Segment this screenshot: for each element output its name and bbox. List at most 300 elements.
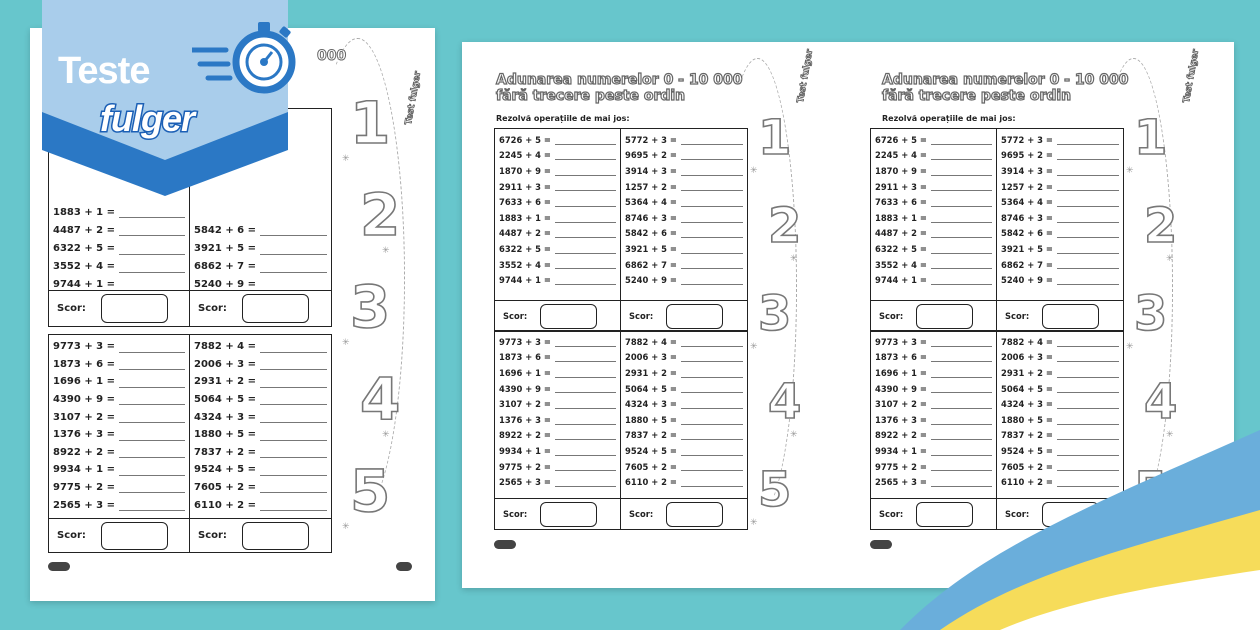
star-icon: ✳ xyxy=(1166,430,1174,441)
decorative-digit-4: 4 xyxy=(1144,374,1178,430)
exercise-text: 1376 + 3 = xyxy=(53,429,115,441)
answer-line xyxy=(119,404,185,405)
exercise-text: 1873 + 6 = xyxy=(53,358,115,370)
teste-fulger-badge xyxy=(42,0,288,244)
star-icon: ✳ xyxy=(1126,342,1134,353)
exercise-row xyxy=(499,381,616,397)
answer-line xyxy=(260,440,327,441)
score-box[interactable] xyxy=(1042,304,1099,329)
exercise-text: 3552 + 4 = xyxy=(875,259,927,270)
exercise-text: 1696 + 1 = xyxy=(499,367,551,378)
exercise-row xyxy=(499,194,616,210)
exercise-text: 3921 + 5 = xyxy=(194,242,256,254)
decorative-digit-3: 3 xyxy=(1134,286,1168,342)
exercise-row xyxy=(499,132,616,148)
exercise-text: 2911 + 3 = xyxy=(875,181,927,192)
exercise-row xyxy=(1001,132,1119,148)
exercise-text: 1883 + 1 = xyxy=(875,212,927,223)
answer-line xyxy=(555,237,616,238)
exercise-text: 1880 + 5 = xyxy=(625,414,677,425)
exercise-text: 6110 + 2 = xyxy=(194,499,256,511)
exercise-row xyxy=(194,426,327,444)
exercise-row xyxy=(53,356,185,374)
exercise-text: 4487 + 2 = xyxy=(875,228,927,239)
score-label: Scor: xyxy=(503,509,528,519)
exercise-column xyxy=(495,331,621,529)
exercise-block-2 xyxy=(494,330,748,530)
star-icon: ✳ xyxy=(750,166,758,177)
answer-line xyxy=(260,510,327,511)
exercise-text: 8922 + 2 = xyxy=(53,446,115,458)
exercise-text: 6726 + 5 = xyxy=(499,134,551,145)
decorative-digit-5: 5 xyxy=(758,462,792,518)
exercise-text: 6862 + 7 = xyxy=(194,261,256,273)
score-label: Scor: xyxy=(629,509,654,519)
exercise-text: 4324 + 3 = xyxy=(1001,399,1053,410)
answer-line xyxy=(119,510,185,511)
title-line-2: fără trecere peste ordin xyxy=(882,88,1072,104)
score-label: Scor: xyxy=(879,311,904,321)
exercise-text: 1873 + 6 = xyxy=(875,352,927,363)
exercise-row xyxy=(875,257,992,273)
exercise-text: 7837 + 2 = xyxy=(1001,430,1053,441)
title-fragment: 000 xyxy=(317,48,347,64)
exercise-text: 4324 + 3 = xyxy=(625,399,677,410)
exercise-text: 7837 + 2 = xyxy=(625,430,677,441)
instruction-text: Rezolvă operațiile de mai jos: xyxy=(882,114,1016,123)
exercise-text: 8746 + 3 = xyxy=(1001,212,1053,223)
answer-line xyxy=(931,144,992,145)
exercise-text: 6110 + 2 = xyxy=(1001,477,1053,488)
answer-line xyxy=(555,159,616,160)
exercise-text: 5772 + 3 = xyxy=(1001,134,1053,145)
instruction-text: Rezolvă operațiile de mai jos: xyxy=(496,114,630,123)
exercise-text: 1880 + 5 = xyxy=(194,429,256,441)
score-label: Scor: xyxy=(57,303,86,314)
score-box[interactable] xyxy=(101,522,168,550)
exercise-column xyxy=(495,129,621,331)
decorative-digit-1: 1 xyxy=(350,89,391,157)
exercise-text: 5842 + 6 = xyxy=(194,224,256,236)
answer-line xyxy=(260,475,327,476)
exercise-row xyxy=(499,226,616,242)
exercise-text: 1257 + 2 = xyxy=(1001,181,1053,192)
answer-line xyxy=(931,175,992,176)
exercise-row xyxy=(53,258,185,276)
answer-line xyxy=(931,206,992,207)
exercise-text: 2911 + 3 = xyxy=(499,181,551,192)
exercise-row xyxy=(625,443,743,459)
score-label: Scor: xyxy=(57,530,86,541)
exercise-text: 4324 + 3 = xyxy=(194,411,256,423)
exercise-text: 4487 + 2 = xyxy=(53,224,115,236)
exercise-text: 2006 + 3 = xyxy=(1001,352,1053,363)
exercise-text: 7605 + 2 = xyxy=(1001,461,1053,472)
answer-line xyxy=(555,190,616,191)
exercise-text: 3914 + 3 = xyxy=(625,165,677,176)
badge-title-line-1: Teste xyxy=(58,50,150,92)
title-line-1: Adunarea numerelor 0 - 10 000 xyxy=(882,72,1129,88)
answer-line xyxy=(119,492,185,493)
exercise-text: 9773 + 3 = xyxy=(53,341,115,353)
exercise-row xyxy=(53,408,185,426)
title-line-2: fără trecere peste ordin xyxy=(496,88,686,104)
exercise-row xyxy=(875,148,992,164)
exercise-text: 5064 + 5 = xyxy=(194,394,256,406)
exercise-column xyxy=(49,335,190,552)
score-label: Scor: xyxy=(198,530,227,541)
star-icon: ✳ xyxy=(750,342,758,353)
exercise-text: 9775 + 2 = xyxy=(499,461,551,472)
score-area xyxy=(495,498,620,529)
decorative-digit-2: 2 xyxy=(360,181,401,249)
exercise-text: 5240 + 9 = xyxy=(625,275,677,286)
exercise-row xyxy=(499,443,616,459)
exercise-text: 3107 + 2 = xyxy=(53,411,115,423)
star-icon: ✳ xyxy=(1126,166,1134,177)
answer-line xyxy=(931,253,992,254)
exercise-row xyxy=(875,194,992,210)
score-box[interactable] xyxy=(666,502,723,527)
exercise-row xyxy=(625,428,743,444)
answer-line xyxy=(555,455,616,456)
exercise-row xyxy=(53,461,185,479)
exercise-text: 5064 + 5 = xyxy=(625,383,677,394)
answer-line xyxy=(119,272,185,273)
exercise-text: 3552 + 4 = xyxy=(499,259,551,270)
exercise-row xyxy=(499,210,616,226)
exercise-block-1 xyxy=(870,128,1124,332)
exercise-row xyxy=(625,132,743,148)
score-area xyxy=(871,300,996,331)
exercise-row xyxy=(875,163,992,179)
exercise-text: 2565 + 3 = xyxy=(875,477,927,488)
exercise-row xyxy=(499,241,616,257)
exercise-text: 7882 + 4 = xyxy=(625,336,677,347)
exercise-row xyxy=(194,496,327,514)
exercise-row xyxy=(53,426,185,444)
exercise-text: 9524 + 5 = xyxy=(1001,445,1053,456)
decorative-digit-3: 3 xyxy=(350,273,391,341)
star-icon: ✳ xyxy=(382,246,390,257)
twinkl-logo xyxy=(494,540,516,549)
exercise-text: 3914 + 3 = xyxy=(1001,165,1053,176)
answer-line xyxy=(119,352,185,353)
answer-line xyxy=(931,237,992,238)
star-icon: ✳ xyxy=(790,430,798,441)
exercise-text: 9775 + 2 = xyxy=(875,461,927,472)
score-area xyxy=(495,300,620,331)
title-line-1: Adunarea numerelor 0 - 10 000 xyxy=(496,72,743,88)
exercise-text: 8922 + 2 = xyxy=(875,430,927,441)
answer-line xyxy=(931,268,992,269)
exercise-text: 1883 + 1 = xyxy=(53,206,115,218)
exercise-text: 1696 + 1 = xyxy=(53,376,115,388)
exercise-text: 1880 + 5 = xyxy=(1001,414,1053,425)
answer-line xyxy=(555,361,616,362)
footer-logo xyxy=(396,562,412,571)
exercise-row xyxy=(499,350,616,366)
exercise-text: 1873 + 6 = xyxy=(499,352,551,363)
answer-line xyxy=(931,346,992,347)
exercise-text: 5842 + 6 = xyxy=(1001,228,1053,239)
decorative-digit-5: 5 xyxy=(350,457,391,525)
exercise-text: 9744 + 1 = xyxy=(875,275,927,286)
answer-line xyxy=(555,284,616,285)
exercise-text: 9695 + 2 = xyxy=(1001,150,1053,161)
answer-line xyxy=(555,222,616,223)
exercise-row xyxy=(499,272,616,288)
exercise-text: 3107 + 2 = xyxy=(875,399,927,410)
score-area xyxy=(49,518,189,552)
exercise-row xyxy=(875,132,992,148)
twinkl-logo xyxy=(870,540,892,549)
decorative-wave xyxy=(900,350,1260,630)
star-icon: ✳ xyxy=(342,338,350,349)
exercise-text: 2006 + 3 = xyxy=(194,358,256,370)
exercise-text: 9773 + 3 = xyxy=(499,336,551,347)
answer-line xyxy=(555,486,616,487)
exercise-text: 2006 + 3 = xyxy=(625,352,677,363)
exercise-text: 2931 + 2 = xyxy=(625,367,677,378)
exercise-row xyxy=(194,408,327,426)
answer-line xyxy=(555,144,616,145)
answer-line xyxy=(119,457,185,458)
answer-line xyxy=(931,159,992,160)
exercise-text: 2565 + 3 = xyxy=(499,477,551,488)
score-box[interactable] xyxy=(242,522,309,550)
answer-line xyxy=(555,175,616,176)
exercise-row xyxy=(194,479,327,497)
exercise-block-1 xyxy=(494,128,748,332)
exercise-text: 1870 + 9 = xyxy=(499,165,551,176)
exercise-text: 3552 + 4 = xyxy=(53,261,115,273)
answer-line xyxy=(555,253,616,254)
exercise-text: 9744 + 1 = xyxy=(499,275,551,286)
exercise-text: 5772 + 3 = xyxy=(625,134,677,145)
decorative-digit-1: 1 xyxy=(1134,110,1168,166)
exercise-text: 5842 + 6 = xyxy=(625,228,677,239)
exercise-text: 9744 + 1 = xyxy=(53,279,115,291)
star-icon: ✳ xyxy=(1166,254,1174,265)
exercise-text: 1870 + 9 = xyxy=(875,165,927,176)
answer-line xyxy=(119,387,185,388)
twinkl-logo xyxy=(48,562,70,571)
star-icon: ✳ xyxy=(790,254,798,265)
exercise-text: 9695 + 2 = xyxy=(625,150,677,161)
badge-title-line-2: fulger xyxy=(100,98,195,139)
exercise-text: 5064 + 5 = xyxy=(1001,383,1053,394)
exercise-text: 4487 + 2 = xyxy=(499,228,551,239)
exercise-column xyxy=(190,335,331,552)
exercise-row xyxy=(194,258,327,276)
exercise-row xyxy=(499,396,616,412)
exercise-text: 2245 + 4 = xyxy=(499,150,551,161)
star-icon: ✳ xyxy=(382,430,390,441)
exercise-text: 6862 + 7 = xyxy=(625,259,677,270)
answer-line xyxy=(119,475,185,476)
answer-line xyxy=(260,492,327,493)
score-label: Scor: xyxy=(198,303,227,314)
score-area xyxy=(190,518,331,552)
exercise-text: 7605 + 2 = xyxy=(625,461,677,472)
score-label: Scor: xyxy=(1005,509,1030,519)
star-icon: ✳ xyxy=(342,522,350,533)
score-label: Scor: xyxy=(879,509,904,519)
exercise-row xyxy=(53,479,185,497)
exercise-text: 5364 + 4 = xyxy=(1001,197,1053,208)
exercise-text: 7882 + 4 = xyxy=(1001,336,1053,347)
exercise-row xyxy=(875,179,992,195)
exercise-row xyxy=(194,461,327,479)
exercise-row xyxy=(53,338,185,356)
exercise-text: 4390 + 9 = xyxy=(53,394,115,406)
exercise-text: 7837 + 2 = xyxy=(194,446,256,458)
test-fulger-tag: Test fulger xyxy=(1182,48,1202,104)
decorative-digit-4: 4 xyxy=(360,365,401,433)
worksheet-page-a xyxy=(462,42,848,588)
exercise-text: 2245 + 4 = xyxy=(875,150,927,161)
exercise-row xyxy=(625,474,743,490)
exercise-text: 6322 + 5 = xyxy=(53,242,115,254)
exercise-row xyxy=(499,334,616,350)
star-icon: ✳ xyxy=(750,518,758,529)
score-label: Scor: xyxy=(503,311,528,321)
exercise-text: 1696 + 1 = xyxy=(875,367,927,378)
exercise-text: 9934 + 1 = xyxy=(499,445,551,456)
exercise-block-2 xyxy=(48,334,332,553)
answer-line xyxy=(555,377,616,378)
exercise-row xyxy=(499,179,616,195)
decorative-digit-1: 1 xyxy=(758,110,792,166)
answer-line xyxy=(260,457,327,458)
test-fulger-tag: Test fulger xyxy=(796,48,816,104)
exercise-row xyxy=(499,412,616,428)
answer-line xyxy=(119,440,185,441)
decorative-digit-2: 2 xyxy=(768,198,802,254)
exercise-text: 7882 + 4 = xyxy=(194,341,256,353)
answer-line xyxy=(119,369,185,370)
answer-line xyxy=(555,346,616,347)
exercise-text: 6322 + 5 = xyxy=(875,243,927,254)
exercise-text: 3921 + 5 = xyxy=(625,243,677,254)
exercise-row xyxy=(53,373,185,391)
answer-line xyxy=(555,439,616,440)
answer-line xyxy=(681,486,743,487)
star-icon: ✳ xyxy=(342,154,350,165)
exercise-row xyxy=(53,391,185,409)
score-area xyxy=(49,290,189,326)
score-label: Scor: xyxy=(629,311,654,321)
exercise-text: 4390 + 9 = xyxy=(875,383,927,394)
exercise-text: 9934 + 1 = xyxy=(53,464,115,476)
exercise-text: 1376 + 3 = xyxy=(499,414,551,425)
decorative-digit-4: 4 xyxy=(768,374,802,430)
exercise-text: 1257 + 2 = xyxy=(625,181,677,192)
stopwatch-icon xyxy=(192,12,302,102)
exercise-row xyxy=(875,272,992,288)
exercise-row xyxy=(875,210,992,226)
score-area xyxy=(621,498,747,529)
test-fulger-tag: Test fulger xyxy=(404,70,424,126)
exercise-text: 8746 + 3 = xyxy=(625,212,677,223)
exercise-text: 6726 + 5 = xyxy=(875,134,927,145)
decorative-digit-3: 3 xyxy=(758,286,792,342)
exercise-text: 7633 + 6 = xyxy=(875,197,927,208)
exercise-row xyxy=(875,226,992,242)
exercise-text: 5364 + 4 = xyxy=(625,197,677,208)
exercise-row xyxy=(499,257,616,273)
exercise-text: 7633 + 6 = xyxy=(499,197,551,208)
answer-line xyxy=(119,254,185,255)
exercise-row xyxy=(194,444,327,462)
exercise-text: 6862 + 7 = xyxy=(1001,259,1053,270)
exercise-text: 1883 + 1 = xyxy=(499,212,551,223)
exercise-text: 9524 + 5 = xyxy=(194,464,256,476)
exercise-text: 8922 + 2 = xyxy=(499,430,551,441)
exercise-text: 4390 + 9 = xyxy=(499,383,551,394)
score-box[interactable] xyxy=(101,294,168,323)
answer-line xyxy=(119,422,185,423)
answer-line xyxy=(931,284,992,285)
exercise-text: 9524 + 5 = xyxy=(625,445,677,456)
score-box[interactable] xyxy=(540,502,597,527)
exercise-row xyxy=(499,474,616,490)
exercise-text: 9934 + 1 = xyxy=(875,445,927,456)
answer-line xyxy=(555,392,616,393)
exercise-text: 3107 + 2 = xyxy=(499,399,551,410)
exercise-row xyxy=(875,334,992,350)
exercise-row xyxy=(499,459,616,475)
score-box[interactable] xyxy=(242,294,309,323)
score-label: Scor: xyxy=(1005,311,1030,321)
exercise-row xyxy=(194,391,327,409)
answer-line xyxy=(931,190,992,191)
exercise-row xyxy=(499,365,616,381)
exercise-text: 3921 + 5 = xyxy=(1001,243,1053,254)
exercise-text: 5240 + 9 = xyxy=(1001,275,1053,286)
decorative-digit-2: 2 xyxy=(1144,198,1178,254)
score-box[interactable] xyxy=(540,304,597,329)
exercise-text: 7605 + 2 = xyxy=(194,482,256,494)
score-box[interactable] xyxy=(916,304,973,329)
exercise-text: 2565 + 3 = xyxy=(53,499,115,511)
exercise-row xyxy=(53,444,185,462)
answer-line xyxy=(260,422,327,423)
answer-line xyxy=(555,424,616,425)
exercise-text: 6110 + 2 = xyxy=(625,477,677,488)
exercise-row xyxy=(499,148,616,164)
answer-line xyxy=(555,408,616,409)
exercise-row xyxy=(53,496,185,514)
score-box[interactable] xyxy=(666,304,723,329)
exercise-row xyxy=(499,428,616,444)
exercise-row xyxy=(875,241,992,257)
exercise-text: 1376 + 3 = xyxy=(875,414,927,425)
exercise-column xyxy=(871,129,997,331)
exercise-text: 5240 + 9 = xyxy=(194,279,256,291)
exercise-row xyxy=(194,338,327,356)
answer-line xyxy=(555,268,616,269)
exercise-text: 9773 + 3 = xyxy=(875,336,927,347)
exercise-row xyxy=(499,163,616,179)
answer-line xyxy=(555,206,616,207)
answer-line xyxy=(555,470,616,471)
exercise-text: 6322 + 5 = xyxy=(499,243,551,254)
exercise-text: 2931 + 2 = xyxy=(1001,367,1053,378)
answer-line xyxy=(931,222,992,223)
exercise-text: 2931 + 2 = xyxy=(194,376,256,388)
